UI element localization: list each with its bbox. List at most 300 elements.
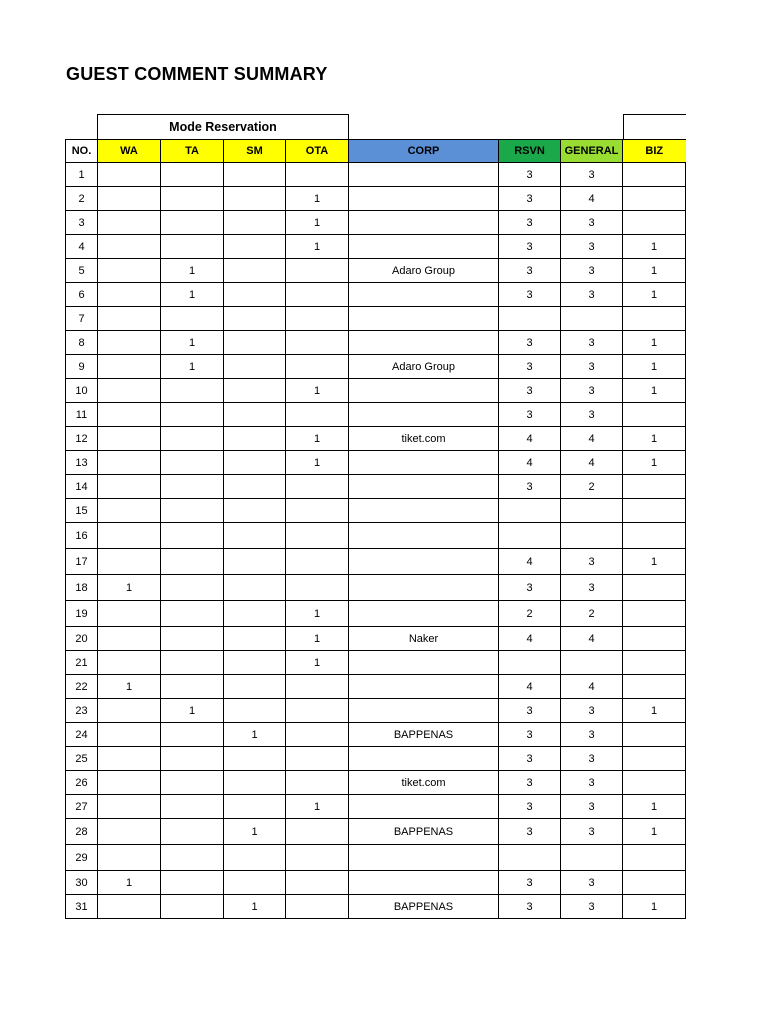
table-row — [66, 379, 686, 403]
cell-sm: 1 — [224, 895, 286, 919]
cell-corp — [349, 331, 499, 355]
cell-rsvn: 3 — [499, 871, 561, 895]
cell-ta — [161, 523, 224, 549]
cell-ta — [161, 187, 224, 211]
cell-general: 3 — [561, 211, 623, 235]
cell-biz — [623, 747, 686, 771]
cell-general: 3 — [561, 819, 623, 845]
column-header-rsvn: RSVN — [499, 140, 561, 163]
cell-sm — [224, 451, 286, 475]
table-row — [66, 475, 686, 499]
cell-wa — [98, 845, 161, 871]
table-row — [66, 723, 686, 747]
cell-corp — [349, 871, 499, 895]
cell-ta: 1 — [161, 259, 224, 283]
table-row — [66, 427, 686, 451]
cell-ta — [161, 871, 224, 895]
cell-wa — [98, 211, 161, 235]
table-row — [66, 575, 686, 601]
cell-biz — [623, 601, 686, 627]
cell-ota — [286, 475, 349, 499]
cell-rsvn: 3 — [499, 283, 561, 307]
cell-sm — [224, 699, 286, 723]
cell-corp — [349, 499, 499, 523]
cell-rsvn: 3 — [499, 211, 561, 235]
cell-biz: 1 — [623, 259, 686, 283]
table-row — [66, 259, 686, 283]
cell-wa — [98, 819, 161, 845]
cell-wa — [98, 331, 161, 355]
table-row — [66, 549, 686, 575]
cell-wa — [98, 601, 161, 627]
table-row — [66, 675, 686, 699]
cell-no: 6 — [66, 283, 98, 307]
cell-biz: 1 — [623, 451, 686, 475]
cell-wa — [98, 723, 161, 747]
cell-rsvn: 3 — [499, 723, 561, 747]
cell-no: 3 — [66, 211, 98, 235]
cell-ta — [161, 307, 224, 331]
cell-wa — [98, 523, 161, 549]
cell-biz: 1 — [623, 331, 686, 355]
cell-wa — [98, 795, 161, 819]
cell-ota — [286, 283, 349, 307]
table-row — [66, 771, 686, 795]
cell-ota — [286, 259, 349, 283]
cell-no: 27 — [66, 795, 98, 819]
cell-biz — [623, 307, 686, 331]
cell-ota: 1 — [286, 235, 349, 259]
cell-rsvn: 4 — [499, 549, 561, 575]
column-header-no: NO. — [66, 140, 98, 163]
cell-wa — [98, 549, 161, 575]
cell-sm — [224, 403, 286, 427]
cell-ota: 1 — [286, 601, 349, 627]
cell-ta — [161, 601, 224, 627]
cell-ta — [161, 235, 224, 259]
cell-general: 2 — [561, 475, 623, 499]
cell-ota — [286, 771, 349, 795]
table-row — [66, 795, 686, 819]
cell-rsvn: 4 — [499, 451, 561, 475]
cell-no: 21 — [66, 651, 98, 675]
cell-biz: 1 — [623, 427, 686, 451]
right-group-header — [623, 114, 686, 139]
cell-ta — [161, 549, 224, 575]
table-row — [66, 331, 686, 355]
cell-rsvn — [499, 499, 561, 523]
cell-general: 3 — [561, 871, 623, 895]
cell-corp: Naker — [349, 627, 499, 651]
cell-ota: 1 — [286, 211, 349, 235]
cell-sm — [224, 845, 286, 871]
cell-no: 31 — [66, 895, 98, 919]
column-header-ota: OTA — [286, 140, 349, 163]
cell-ota — [286, 163, 349, 187]
cell-ota — [286, 819, 349, 845]
cell-ta — [161, 379, 224, 403]
cell-biz — [623, 523, 686, 549]
cell-no: 22 — [66, 675, 98, 699]
cell-corp — [349, 283, 499, 307]
cell-rsvn: 3 — [499, 895, 561, 919]
cell-rsvn: 3 — [499, 747, 561, 771]
cell-general: 3 — [561, 747, 623, 771]
cell-ta — [161, 163, 224, 187]
cell-biz — [623, 187, 686, 211]
table-row — [66, 451, 686, 475]
cell-ta — [161, 819, 224, 845]
cell-ota: 1 — [286, 627, 349, 651]
cell-general — [561, 651, 623, 675]
cell-rsvn — [499, 845, 561, 871]
cell-sm — [224, 307, 286, 331]
cell-wa — [98, 307, 161, 331]
cell-general: 4 — [561, 451, 623, 475]
cell-corp — [349, 307, 499, 331]
cell-rsvn: 3 — [499, 795, 561, 819]
cell-no: 28 — [66, 819, 98, 845]
cell-sm — [224, 163, 286, 187]
cell-sm — [224, 331, 286, 355]
cell-no: 29 — [66, 845, 98, 871]
cell-no: 25 — [66, 747, 98, 771]
cell-no: 1 — [66, 163, 98, 187]
cell-general — [561, 499, 623, 523]
cell-wa — [98, 699, 161, 723]
cell-general: 3 — [561, 723, 623, 747]
cell-ota — [286, 331, 349, 355]
cell-sm — [224, 259, 286, 283]
cell-wa: 1 — [98, 871, 161, 895]
table-row — [66, 163, 686, 187]
cell-ta: 1 — [161, 355, 224, 379]
cell-corp — [349, 747, 499, 771]
column-header-sm: SM — [224, 140, 286, 163]
cell-corp — [349, 795, 499, 819]
cell-general: 4 — [561, 627, 623, 651]
cell-ta — [161, 651, 224, 675]
cell-ota — [286, 871, 349, 895]
cell-ota — [286, 355, 349, 379]
cell-no: 24 — [66, 723, 98, 747]
cell-ta — [161, 451, 224, 475]
cell-rsvn: 3 — [499, 259, 561, 283]
cell-corp — [349, 845, 499, 871]
cell-rsvn: 3 — [499, 575, 561, 601]
cell-corp — [349, 651, 499, 675]
cell-wa — [98, 475, 161, 499]
cell-wa — [98, 651, 161, 675]
cell-no: 17 — [66, 549, 98, 575]
cell-general — [561, 307, 623, 331]
cell-general: 3 — [561, 771, 623, 795]
cell-ota: 1 — [286, 187, 349, 211]
cell-no: 8 — [66, 331, 98, 355]
column-header-corp: CORP — [349, 140, 499, 163]
cell-biz: 1 — [623, 549, 686, 575]
cell-corp — [349, 523, 499, 549]
cell-corp — [349, 675, 499, 699]
cell-no: 19 — [66, 601, 98, 627]
cell-ota — [286, 747, 349, 771]
cell-ota — [286, 403, 349, 427]
cell-corp — [349, 699, 499, 723]
cell-biz: 1 — [623, 699, 686, 723]
cell-no: 9 — [66, 355, 98, 379]
column-header-wa: WA — [98, 140, 161, 163]
cell-sm — [224, 871, 286, 895]
cell-general: 3 — [561, 895, 623, 919]
cell-wa — [98, 627, 161, 651]
cell-general: 3 — [561, 575, 623, 601]
cell-ota: 1 — [286, 379, 349, 403]
table-row — [66, 627, 686, 651]
cell-corp: BAPPENAS — [349, 819, 499, 845]
cell-ota — [286, 549, 349, 575]
table-row — [66, 283, 686, 307]
cell-wa — [98, 283, 161, 307]
cell-general: 2 — [561, 601, 623, 627]
cell-rsvn: 3 — [499, 355, 561, 379]
cell-ota: 1 — [286, 651, 349, 675]
cell-biz — [623, 651, 686, 675]
cell-general: 3 — [561, 795, 623, 819]
cell-corp — [349, 379, 499, 403]
cell-rsvn: 3 — [499, 379, 561, 403]
table-row — [66, 187, 686, 211]
table-row — [66, 845, 686, 871]
cell-sm — [224, 499, 286, 523]
cell-sm — [224, 187, 286, 211]
cell-sm — [224, 355, 286, 379]
cell-no: 30 — [66, 871, 98, 895]
table-row — [66, 307, 686, 331]
cell-rsvn: 3 — [499, 235, 561, 259]
cell-sm — [224, 795, 286, 819]
cell-sm — [224, 235, 286, 259]
table-row — [66, 699, 686, 723]
cell-rsvn: 2 — [499, 601, 561, 627]
cell-wa — [98, 427, 161, 451]
guest-comment-table — [65, 139, 686, 919]
table-row — [66, 403, 686, 427]
table-row — [66, 651, 686, 675]
cell-no: 14 — [66, 475, 98, 499]
cell-ta: 1 — [161, 283, 224, 307]
cell-biz — [623, 163, 686, 187]
cell-rsvn: 3 — [499, 819, 561, 845]
cell-corp — [349, 235, 499, 259]
cell-rsvn: 4 — [499, 427, 561, 451]
cell-biz — [623, 575, 686, 601]
cell-rsvn — [499, 307, 561, 331]
cell-corp — [349, 601, 499, 627]
cell-wa — [98, 403, 161, 427]
page-title: GUEST COMMENT SUMMARY — [66, 64, 328, 84]
cell-ta — [161, 723, 224, 747]
table-row — [66, 499, 686, 523]
mode-reservation-header: Mode Reservation — [97, 114, 349, 139]
cell-biz: 1 — [623, 819, 686, 845]
cell-no: 20 — [66, 627, 98, 651]
cell-ota: 1 — [286, 427, 349, 451]
cell-sm — [224, 427, 286, 451]
cell-biz: 1 — [623, 235, 686, 259]
table-row — [66, 871, 686, 895]
cell-sm — [224, 627, 286, 651]
cell-biz — [623, 845, 686, 871]
cell-no: 12 — [66, 427, 98, 451]
cell-sm — [224, 771, 286, 795]
cell-ota — [286, 675, 349, 699]
cell-biz — [623, 723, 686, 747]
cell-biz: 1 — [623, 355, 686, 379]
cell-no: 23 — [66, 699, 98, 723]
cell-sm — [224, 747, 286, 771]
table-row — [66, 235, 686, 259]
cell-biz — [623, 871, 686, 895]
cell-sm — [224, 651, 286, 675]
cell-general: 4 — [561, 427, 623, 451]
cell-rsvn: 4 — [499, 627, 561, 651]
cell-wa — [98, 747, 161, 771]
cell-ta: 1 — [161, 699, 224, 723]
cell-no: 15 — [66, 499, 98, 523]
column-header-biz: BIZ — [623, 140, 686, 163]
cell-ota — [286, 895, 349, 919]
cell-rsvn: 3 — [499, 475, 561, 499]
cell-ota — [286, 499, 349, 523]
table-row — [66, 355, 686, 379]
cell-general: 3 — [561, 699, 623, 723]
cell-biz: 1 — [623, 283, 686, 307]
table-row — [66, 819, 686, 845]
cell-wa — [98, 259, 161, 283]
cell-corp — [349, 163, 499, 187]
cell-sm — [224, 379, 286, 403]
cell-general: 3 — [561, 549, 623, 575]
cell-corp: tiket.com — [349, 771, 499, 795]
cell-sm — [224, 575, 286, 601]
cell-sm — [224, 211, 286, 235]
cell-corp: BAPPENAS — [349, 723, 499, 747]
cell-wa — [98, 451, 161, 475]
cell-general: 3 — [561, 403, 623, 427]
cell-corp — [349, 475, 499, 499]
cell-rsvn: 3 — [499, 771, 561, 795]
cell-ota: 1 — [286, 795, 349, 819]
cell-wa — [98, 895, 161, 919]
cell-wa — [98, 771, 161, 795]
cell-no: 7 — [66, 307, 98, 331]
cell-ta — [161, 627, 224, 651]
cell-biz — [623, 211, 686, 235]
cell-general — [561, 845, 623, 871]
cell-general: 4 — [561, 187, 623, 211]
table-row — [66, 747, 686, 771]
cell-biz: 1 — [623, 379, 686, 403]
cell-corp: BAPPENAS — [349, 895, 499, 919]
cell-rsvn: 3 — [499, 331, 561, 355]
cell-wa — [98, 379, 161, 403]
cell-rsvn: 4 — [499, 675, 561, 699]
cell-ota — [286, 845, 349, 871]
table-body — [66, 163, 686, 919]
cell-general: 3 — [561, 259, 623, 283]
cell-ta — [161, 475, 224, 499]
column-header-general: GENERAL — [561, 140, 623, 163]
cell-no: 11 — [66, 403, 98, 427]
cell-general — [561, 523, 623, 549]
cell-no: 13 — [66, 451, 98, 475]
cell-general: 3 — [561, 379, 623, 403]
table-row — [66, 601, 686, 627]
cell-sm — [224, 549, 286, 575]
cell-rsvn: 3 — [499, 187, 561, 211]
cell-no: 26 — [66, 771, 98, 795]
cell-biz — [623, 499, 686, 523]
cell-biz — [623, 475, 686, 499]
cell-biz — [623, 627, 686, 651]
cell-general: 3 — [561, 235, 623, 259]
table-row — [66, 211, 686, 235]
cell-sm — [224, 283, 286, 307]
cell-wa: 1 — [98, 675, 161, 699]
cell-corp — [349, 451, 499, 475]
cell-ta — [161, 575, 224, 601]
cell-rsvn: 3 — [499, 163, 561, 187]
table-row — [66, 895, 686, 919]
cell-wa — [98, 163, 161, 187]
cell-ta — [161, 747, 224, 771]
cell-corp: tiket.com — [349, 427, 499, 451]
cell-wa — [98, 187, 161, 211]
cell-ta — [161, 771, 224, 795]
cell-ota — [286, 307, 349, 331]
cell-ota: 1 — [286, 451, 349, 475]
table-row — [66, 523, 686, 549]
cell-ta — [161, 795, 224, 819]
cell-sm: 1 — [224, 723, 286, 747]
cell-biz — [623, 403, 686, 427]
cell-biz — [623, 675, 686, 699]
cell-no: 5 — [66, 259, 98, 283]
cell-general: 3 — [561, 355, 623, 379]
cell-general: 3 — [561, 163, 623, 187]
cell-ta — [161, 675, 224, 699]
cell-ta: 1 — [161, 331, 224, 355]
cell-corp — [349, 403, 499, 427]
cell-sm: 1 — [224, 819, 286, 845]
cell-rsvn — [499, 651, 561, 675]
cell-wa: 1 — [98, 575, 161, 601]
header-row — [66, 140, 686, 163]
cell-corp: Adaro Group — [349, 259, 499, 283]
cell-ta — [161, 211, 224, 235]
cell-rsvn — [499, 523, 561, 549]
cell-wa — [98, 499, 161, 523]
cell-no: 10 — [66, 379, 98, 403]
cell-no: 2 — [66, 187, 98, 211]
cell-biz: 1 — [623, 895, 686, 919]
cell-ta — [161, 845, 224, 871]
cell-wa — [98, 235, 161, 259]
cell-ta — [161, 499, 224, 523]
cell-ta — [161, 427, 224, 451]
cell-rsvn: 3 — [499, 699, 561, 723]
cell-sm — [224, 523, 286, 549]
